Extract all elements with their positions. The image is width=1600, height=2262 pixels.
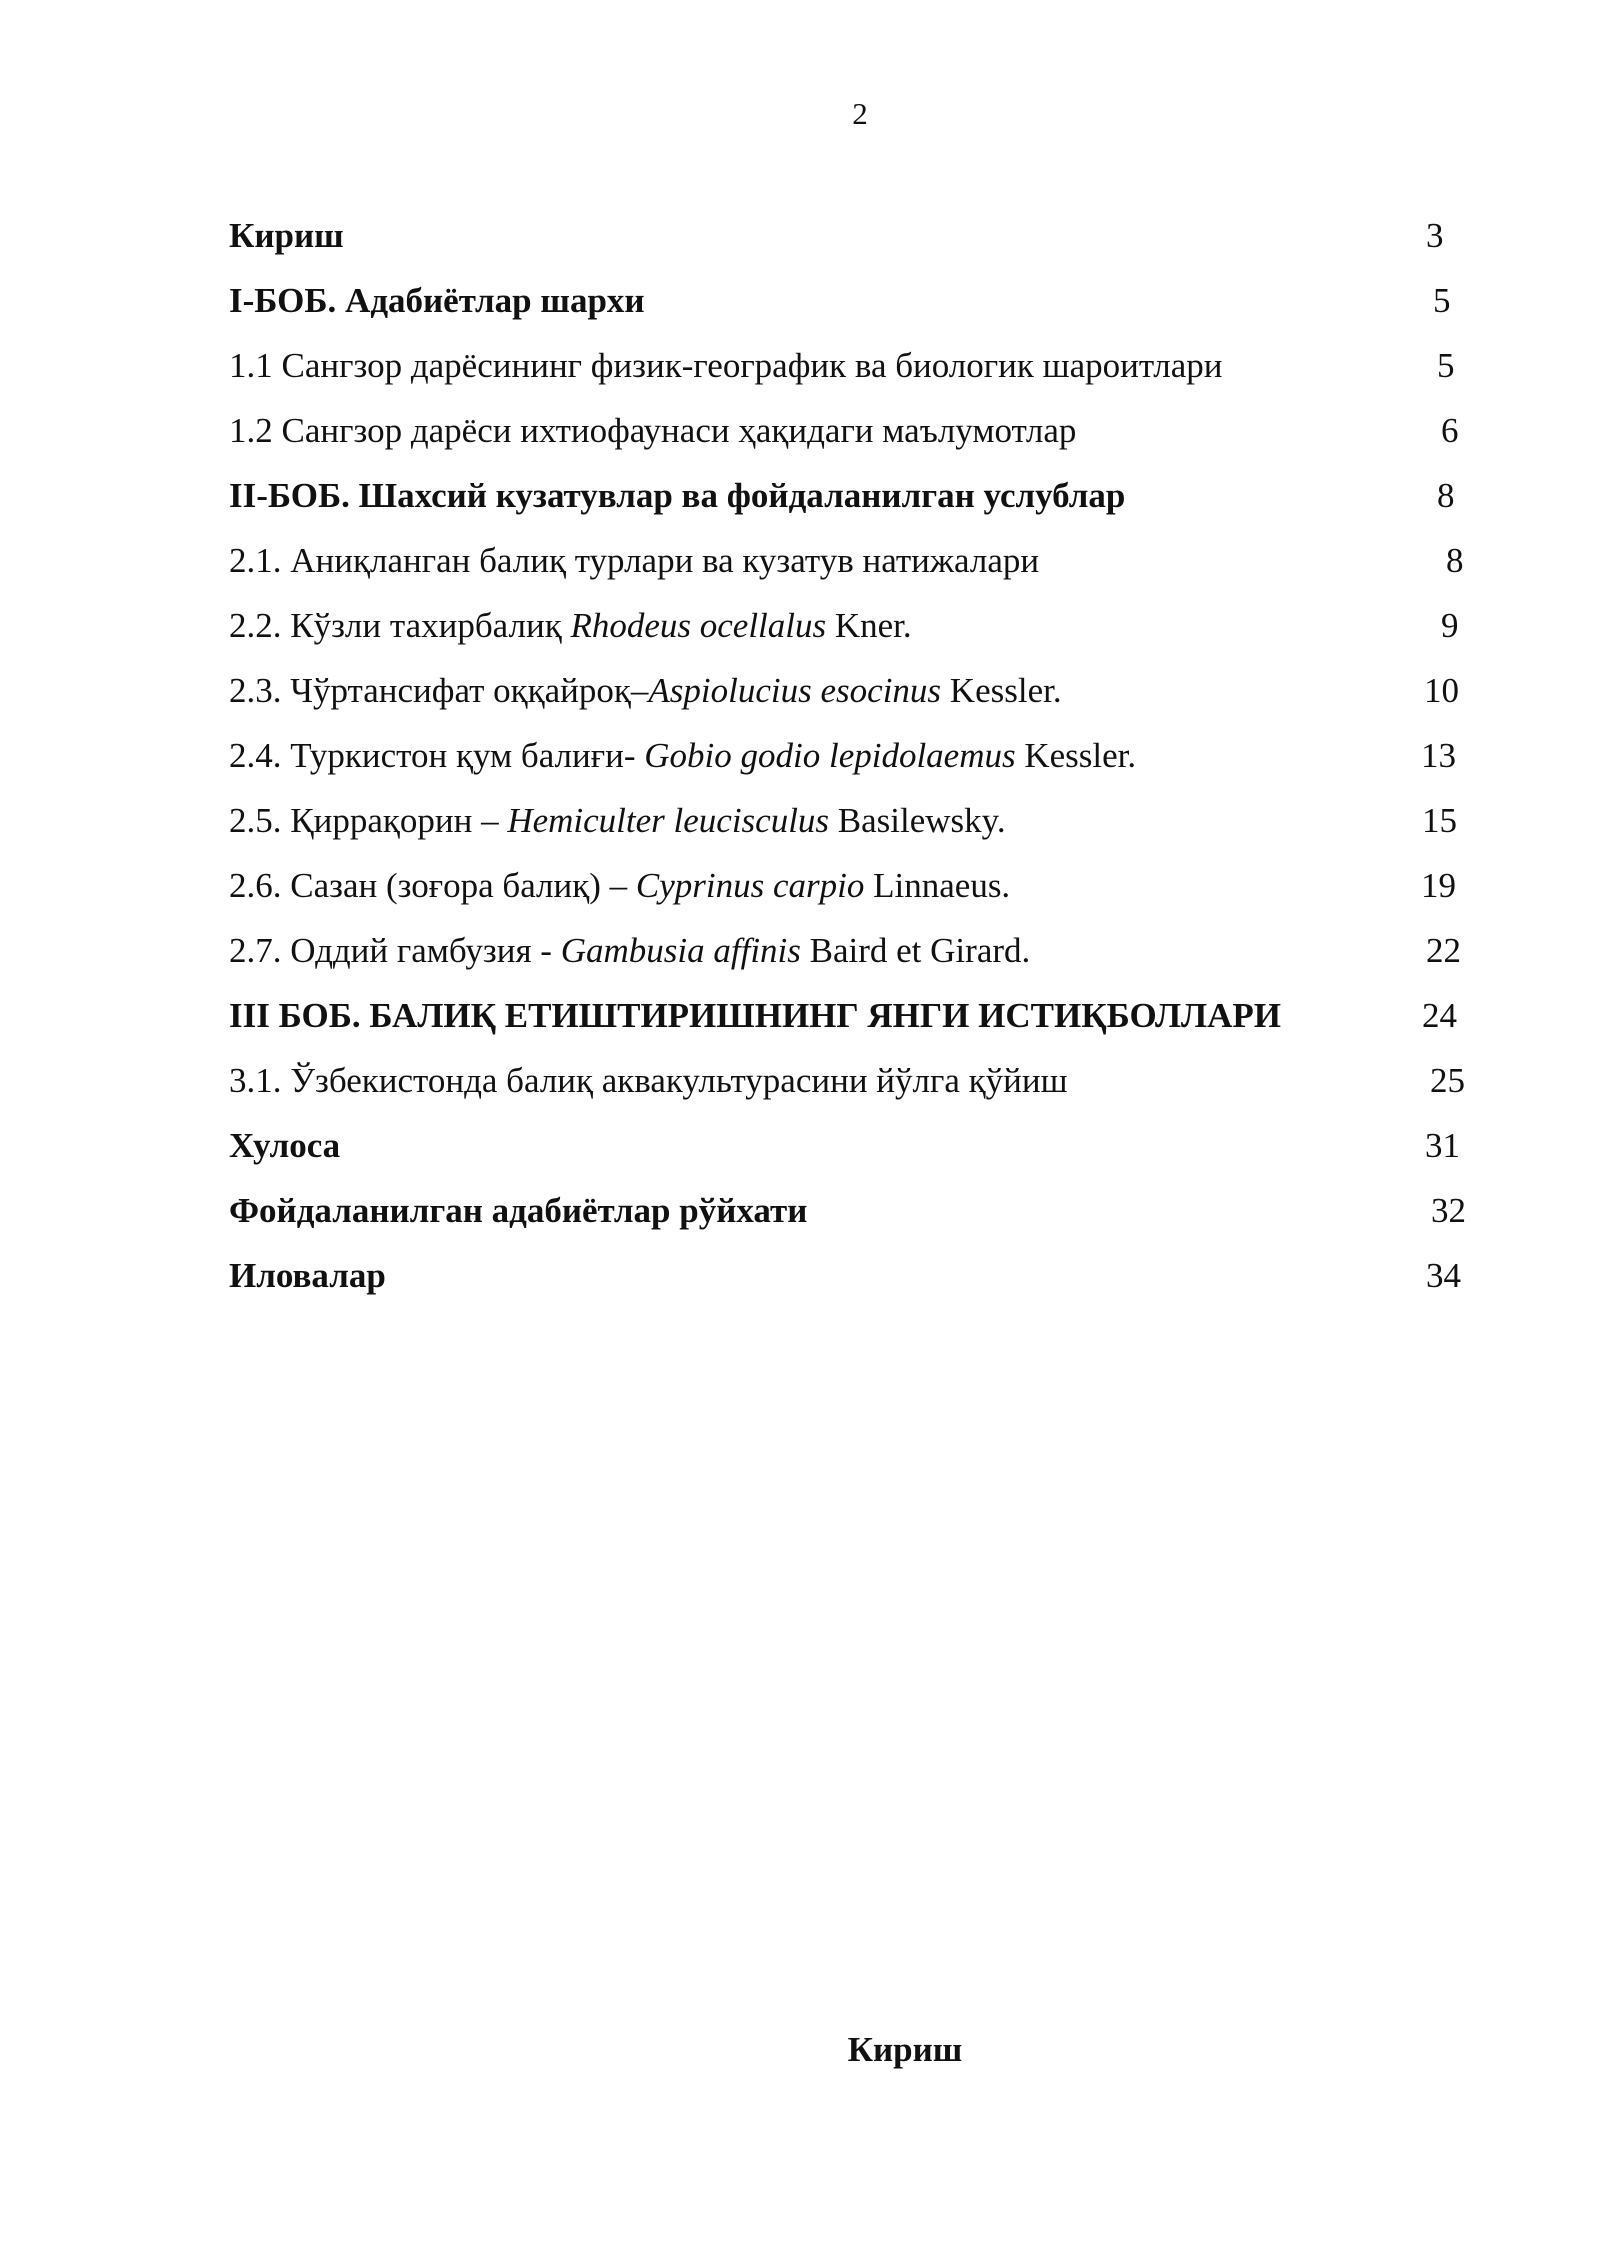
toc-entry-title	[229, 338, 1222, 394]
toc-page-number: 5	[1437, 346, 1455, 385]
toc-entry-title	[229, 988, 1281, 1044]
toc-text: III БОБ. БАЛИҚ ЕТИШТИРИШНИНГ ЯНГИ ИСТИҚБОЛЛАРИ	[229, 996, 1282, 1035]
toc-entry-title	[229, 273, 645, 329]
toc-entry-title	[229, 1183, 807, 1239]
toc-text: Baird et Girard.	[800, 931, 1031, 970]
species-name: Gobio godio lepidolaemus	[644, 736, 1016, 775]
section-heading: Кириш	[847, 2030, 963, 2069]
toc-entry	[229, 1053, 1489, 1118]
toc-entry-title	[229, 533, 1039, 589]
toc-page-number: 5	[1433, 281, 1451, 320]
toc-text: 2.5. Қиррақорин –	[229, 801, 508, 840]
toc-entry	[229, 338, 1489, 403]
toc-text: 2.1. Аниқланган балиқ турлари ва кузатув натижалари	[229, 541, 1040, 580]
toc-entry-title	[229, 923, 1030, 979]
toc-entry-title	[229, 598, 912, 654]
toc-page-number: 6	[1441, 411, 1459, 450]
toc-entry	[229, 273, 1489, 338]
toc-entry	[229, 663, 1489, 728]
toc-page-number: 32	[1431, 1191, 1466, 1230]
toc-entry	[229, 598, 1489, 663]
toc-page-number: 13	[1421, 736, 1456, 775]
toc-entry-title	[229, 858, 1010, 914]
species-name: Gambusia affinis	[560, 931, 801, 970]
toc-text: 3.1. Ўзбекистонда балиқ аквакультурасини йўлга қўйиш	[229, 1061, 1068, 1100]
toc-entry	[229, 208, 1489, 273]
species-name: Aspiolucius esocinus	[648, 671, 942, 710]
toc-entry	[229, 1183, 1489, 1248]
toc-text: Basilewsky.	[829, 801, 1006, 840]
toc-text: Linnaeus.	[864, 866, 1011, 905]
toc-text: I-БОБ. Адабиётлар шархи	[229, 281, 645, 320]
toc-text: 2.7. Оддий гамбузия -	[229, 931, 561, 970]
toc-text: Иловалар	[229, 1256, 386, 1295]
toc-page-number: 3	[1426, 216, 1444, 255]
toc-text: Хулоса	[229, 1126, 341, 1165]
toc-page-number: 22	[1426, 931, 1461, 970]
toc-text: 2.2. Кўзли тахирбалиқ	[229, 606, 571, 645]
toc-entry-title	[229, 208, 344, 264]
toc-text: Kessler.	[941, 671, 1062, 710]
toc-page-number: 9	[1441, 606, 1459, 645]
toc-text: Кириш	[229, 216, 344, 255]
toc-entry-title	[229, 1118, 340, 1174]
toc-text: 2.4. Туркистон қум балиғи-	[229, 736, 645, 775]
toc-entry-title	[229, 728, 1136, 784]
toc-entry-title	[229, 1053, 1068, 1109]
toc-page-number: 8	[1437, 476, 1455, 515]
toc-text: 1.1 Сангзор дарёсининг физик-географик ва биологик шароитлари	[229, 346, 1223, 385]
toc-text: 2.3. Чўртансифат оққайроқ–	[229, 671, 649, 710]
toc-entry	[229, 923, 1489, 988]
toc-text: 2.6. Сазан (зоғора балиқ) –	[229, 866, 636, 905]
toc-text: Фойдаланилган адабиётлар рўйхати	[229, 1191, 808, 1230]
toc-entry	[229, 403, 1489, 468]
toc-entry	[229, 1248, 1489, 1313]
toc-page-number: 25	[1430, 1061, 1465, 1100]
toc-entry	[229, 533, 1489, 598]
toc-entry	[229, 468, 1489, 533]
toc-text: Kessler.	[1015, 736, 1137, 775]
page-number: 2	[852, 96, 868, 131]
toc-entry	[229, 1118, 1489, 1183]
toc-entry-title	[229, 663, 1062, 719]
toc-entry	[229, 793, 1489, 858]
species-name: Rhodeus ocellalus	[570, 606, 827, 645]
toc-page-number: 19	[1421, 866, 1456, 905]
toc-entry	[229, 988, 1489, 1053]
toc-page-number: 24	[1422, 996, 1457, 1035]
toc-entry	[229, 728, 1489, 793]
toc-entry-title	[229, 1248, 386, 1304]
toc-page-number: 31	[1425, 1126, 1460, 1165]
toc-text: II-БОБ. Шахсий кузатувлар ва фойдаланилган услублар	[229, 476, 1126, 515]
table-of-contents	[229, 208, 1489, 1313]
toc-entry-title	[229, 403, 1076, 459]
toc-page-number: 10	[1424, 671, 1459, 710]
toc-page-number: 15	[1422, 801, 1457, 840]
toc-text: Kner.	[826, 606, 912, 645]
toc-page-number: 8	[1446, 541, 1464, 580]
toc-page-number: 34	[1426, 1256, 1461, 1295]
toc-text: 1.2 Сангзор дарёси ихтиофаунаси ҳақидаги маълумотлар	[229, 411, 1077, 450]
species-name: Hemiculter leucisculus	[507, 801, 830, 840]
toc-entry	[229, 858, 1489, 923]
toc-entry-title	[229, 468, 1125, 524]
species-name: Cyprinus carpio	[635, 866, 865, 905]
toc-entry-title	[229, 793, 1006, 849]
